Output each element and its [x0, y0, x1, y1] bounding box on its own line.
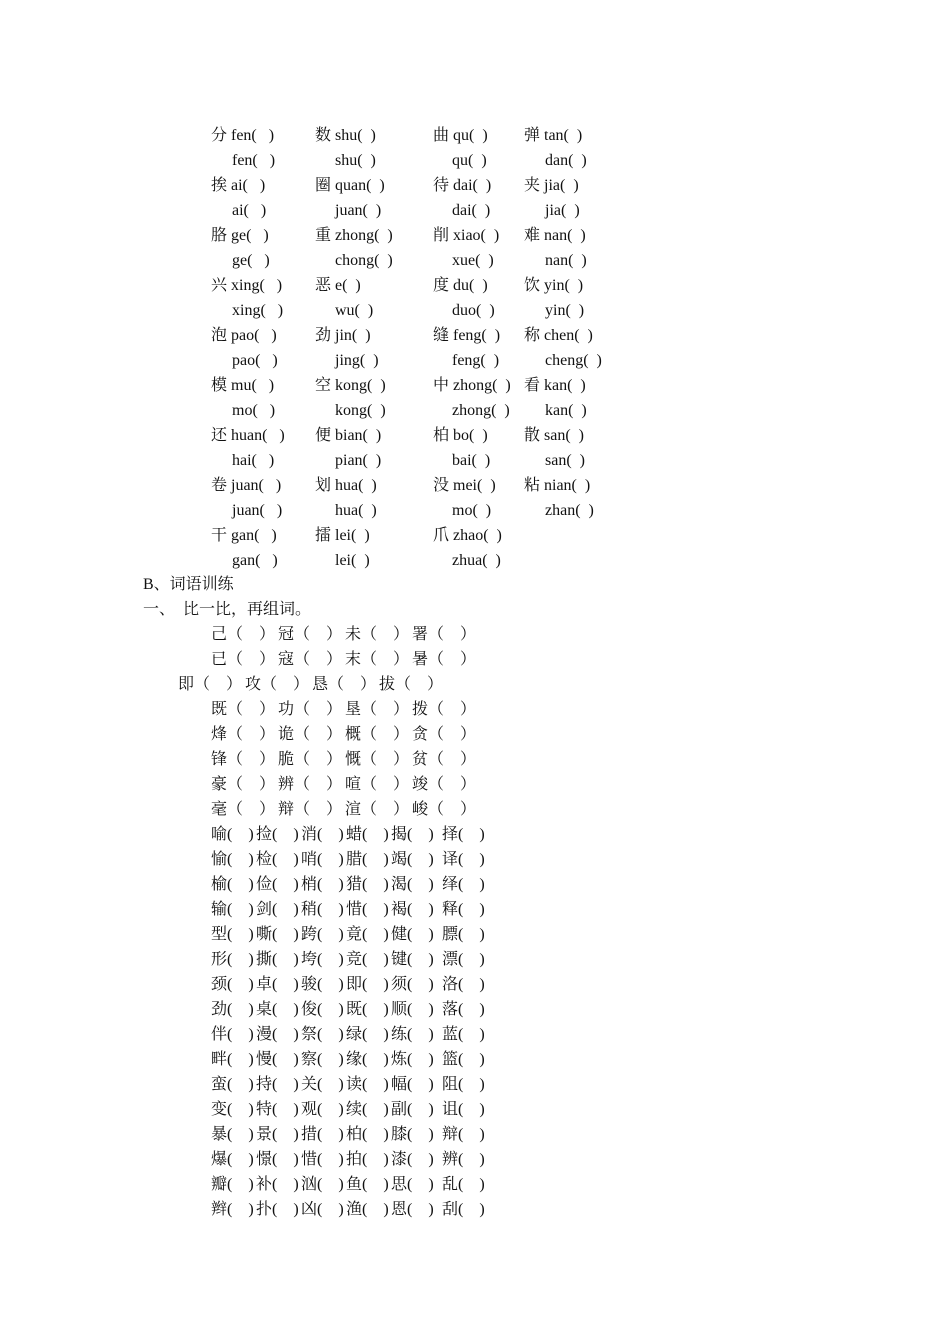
compare-item: 劲( ) — [211, 1001, 254, 1018]
compare-item: 阻( ) — [442, 1076, 485, 1093]
compare-item: 竟( ) — [346, 926, 389, 943]
compare-item: 漫( ) — [256, 1026, 299, 1043]
compare-item: 补( ) — [256, 1176, 299, 1193]
section-b-heading: B、词语训练 — [143, 576, 234, 593]
compare-item: 幅( ) — [391, 1076, 434, 1093]
pinyin-item: 弹 tan( ) — [524, 127, 583, 144]
compare-item: 榆( ) — [211, 876, 254, 893]
pinyin-alt-row — [0, 198, 950, 223]
compare-item: 剑( ) — [256, 901, 299, 918]
pinyin-item: 难 nan( ) — [524, 227, 586, 244]
pinyin-alt-row — [0, 298, 950, 323]
pinyin-alt-row — [0, 498, 950, 523]
pinyin-item: 空 kong( ) — [315, 377, 386, 394]
compare-item: 拔（ ） — [379, 676, 444, 693]
pinyin-item: 挨 ai( ) — [211, 177, 266, 194]
pinyin-item: 兴 xing( ) — [211, 277, 283, 294]
compare-item: 瓣( ) — [211, 1176, 254, 1193]
pinyin-alt-item: dan( ) — [545, 152, 587, 169]
compare-item: 锋（ ） — [211, 751, 276, 768]
compare-item: 稍( ) — [301, 901, 344, 918]
pinyin-alt-item: lei( ) — [335, 552, 370, 569]
compare-item: 竭( ) — [391, 851, 434, 868]
compare-item: 恩( ) — [391, 1201, 434, 1218]
compare-item: 猎( ) — [346, 876, 389, 893]
compare-item: 祭( ) — [301, 1026, 344, 1043]
compare-item: 篮( ) — [442, 1051, 485, 1068]
compare-item: 关( ) — [301, 1076, 344, 1093]
pinyin-item: 称 chen( ) — [524, 327, 593, 344]
compare-item: 垮( ) — [301, 951, 344, 968]
compare-item: 拨（ ） — [412, 701, 477, 718]
compare-row-compact — [0, 922, 950, 947]
pinyin-item: 曲 qu( ) — [433, 127, 488, 144]
compare-item: 烽（ ） — [211, 726, 276, 743]
compare-item: 喻( ) — [211, 826, 254, 843]
pinyin-item: 散 san( ) — [524, 427, 584, 444]
compare-item: 顺( ) — [391, 1001, 434, 1018]
compare-item: 汹( ) — [301, 1176, 344, 1193]
compare-item: 蛮( ) — [211, 1076, 254, 1093]
compare-item: 鱼( ) — [346, 1176, 389, 1193]
compare-item: 渲（ ） — [345, 801, 410, 818]
pinyin-item: 便 bian( ) — [315, 427, 382, 444]
compare-item: 绿( ) — [346, 1026, 389, 1043]
compare-item: 竞( ) — [346, 951, 389, 968]
pinyin-alt-item: jing( ) — [335, 352, 379, 369]
pinyin-alt-item: chong( ) — [335, 252, 393, 269]
compare-row-compact — [0, 947, 950, 972]
compare-item: 健( ) — [391, 926, 434, 943]
compare-row-compact — [0, 1022, 950, 1047]
compare-row-compact — [0, 872, 950, 897]
compare-row-compact — [0, 897, 950, 922]
compare-item: 释( ) — [442, 901, 485, 918]
pinyin-item: 模 mu( ) — [211, 377, 275, 394]
compare-item: 炼( ) — [391, 1051, 434, 1068]
pinyin-item: 待 dai( ) — [433, 177, 492, 194]
compare-item: 俭( ) — [256, 876, 299, 893]
pinyin-item: 度 du( ) — [433, 277, 488, 294]
pinyin-item: 数 shu( ) — [315, 127, 376, 144]
compare-row-compact — [0, 1147, 950, 1172]
compare-item: 桌( ) — [256, 1001, 299, 1018]
pinyin-alt-row — [0, 148, 950, 173]
compare-item: 峻（ ） — [412, 801, 477, 818]
pinyin-item: 削 xiao( ) — [433, 227, 500, 244]
compare-row-compact — [0, 822, 950, 847]
compare-item: 缘( ) — [346, 1051, 389, 1068]
compare-item: 嘶( ) — [256, 926, 299, 943]
compare-item: 蓝( ) — [442, 1026, 485, 1043]
compare-item: 恳（ ） — [312, 676, 377, 693]
compare-item: 练( ) — [391, 1026, 434, 1043]
compare-item: 洛( ) — [442, 976, 485, 993]
compare-item: 愉( ) — [211, 851, 254, 868]
compare-item: 辫( ) — [211, 1201, 254, 1218]
pinyin-alt-item: ai( ) — [232, 202, 267, 219]
compare-item: 已（ ） — [211, 651, 276, 668]
compare-item: 贪（ ） — [412, 726, 477, 743]
pinyin-alt-item: juan( ) — [232, 502, 283, 519]
compare-item: 颈( ) — [211, 976, 254, 993]
compare-item: 副( ) — [391, 1101, 434, 1118]
compare-item: 绎( ) — [442, 876, 485, 893]
compare-item: 措( ) — [301, 1126, 344, 1143]
compare-item: 寇（ ） — [278, 651, 343, 668]
compare-item: 功（ ） — [278, 701, 343, 718]
compare-row-compact — [0, 972, 950, 997]
compare-row — [0, 622, 950, 647]
pinyin-item: 干 gan( ) — [211, 527, 277, 544]
compare-item: 漆( ) — [391, 1151, 434, 1168]
pinyin-item: 卷 juan( ) — [211, 477, 282, 494]
pinyin-alt-item: xing( ) — [232, 302, 284, 319]
compare-item: 末（ ） — [345, 651, 410, 668]
compare-item: 贫（ ） — [412, 751, 477, 768]
pinyin-row — [0, 473, 950, 498]
pinyin-row — [0, 123, 950, 148]
pinyin-alt-item: mo( ) — [232, 402, 276, 419]
compare-item: 续( ) — [346, 1101, 389, 1118]
compare-item: 落( ) — [442, 1001, 485, 1018]
compare-item: 择( ) — [442, 826, 485, 843]
pinyin-alt-item: xue( ) — [452, 252, 494, 269]
compare-row — [0, 797, 950, 822]
compare-item: 膝( ) — [391, 1126, 434, 1143]
pinyin-alt-item: juan( ) — [335, 202, 382, 219]
compare-item: 憬( ) — [256, 1151, 299, 1168]
pinyin-item: 恶 e( ) — [315, 277, 361, 294]
compare-item: 持( ) — [256, 1076, 299, 1093]
compare-item: 诅( ) — [442, 1101, 485, 1118]
pinyin-alt-row — [0, 548, 950, 573]
pinyin-alt-item: mo( ) — [452, 502, 492, 519]
compare-item: 竣（ ） — [412, 776, 477, 793]
pinyin-row — [0, 523, 950, 548]
compare-item: 即（ ） — [178, 676, 243, 693]
compare-item: 署（ ） — [412, 626, 477, 643]
pinyin-item: 柏 bo( ) — [433, 427, 488, 444]
compare-row-compact — [0, 1072, 950, 1097]
compare-item: 惜( ) — [301, 1151, 344, 1168]
pinyin-alt-item: yin( ) — [545, 302, 585, 319]
compare-item: 脆（ ） — [278, 751, 343, 768]
compare-item: 俊( ) — [301, 1001, 344, 1018]
pinyin-item: 粘 nian( ) — [524, 477, 591, 494]
compare-item: 检( ) — [256, 851, 299, 868]
compare-item: 变( ) — [211, 1101, 254, 1118]
compare-item: 惜( ) — [346, 901, 389, 918]
pinyin-item: 饮 yin( ) — [524, 277, 584, 294]
compare-item: 乱( ) — [442, 1176, 485, 1193]
pinyin-alt-item: zhong( ) — [452, 402, 510, 419]
compare-item: 形( ) — [211, 951, 254, 968]
pinyin-alt-item: zhan( ) — [545, 502, 594, 519]
compare-item: 思( ) — [391, 1176, 434, 1193]
pinyin-item: 泡 pao( ) — [211, 327, 277, 344]
compare-item: 哨( ) — [301, 851, 344, 868]
compare-item: 辩（ ） — [278, 801, 343, 818]
compare-item: 漂( ) — [442, 951, 485, 968]
pinyin-item: 重 zhong( ) — [315, 227, 393, 244]
compare-item: 撕( ) — [256, 951, 299, 968]
compare-item: 梢( ) — [301, 876, 344, 893]
pinyin-item: 爪 zhao( ) — [433, 527, 502, 544]
compare-item: 特( ) — [256, 1101, 299, 1118]
compare-row-compact — [0, 997, 950, 1022]
pinyin-item: 没 mei( ) — [433, 477, 496, 494]
compare-row-compact — [0, 1172, 950, 1197]
pinyin-row — [0, 423, 950, 448]
compare-item: 辨( ) — [442, 1151, 485, 1168]
pinyin-alt-item: gan( ) — [232, 552, 278, 569]
compare-item: 己（ ） — [211, 626, 276, 643]
compare-item: 慨（ ） — [345, 751, 410, 768]
compare-item: 攻（ ） — [245, 676, 310, 693]
compare-row — [0, 722, 950, 747]
pinyin-alt-row — [0, 448, 950, 473]
compare-item: 伴( ) — [211, 1026, 254, 1043]
compare-item: 冠（ ） — [278, 626, 343, 643]
compare-item: 消( ) — [301, 826, 344, 843]
pinyin-item: 夹 jia( ) — [524, 177, 579, 194]
compare-item: 察( ) — [301, 1051, 344, 1068]
pinyin-item: 看 kan( ) — [524, 377, 586, 394]
pinyin-row — [0, 373, 950, 398]
compare-item: 既（ ） — [211, 701, 276, 718]
section-one-heading: 一、 比一比，再组词。 — [143, 601, 312, 618]
pinyin-item: 分 fen( ) — [211, 127, 275, 144]
compare-row-compact — [0, 1197, 950, 1222]
pinyin-row — [0, 273, 950, 298]
pinyin-item: 还 huan( ) — [211, 427, 285, 444]
compare-item: 即( ) — [346, 976, 389, 993]
compare-item: 译( ) — [442, 851, 485, 868]
compare-item: 未（ ） — [345, 626, 410, 643]
pinyin-item: 划 hua( ) — [315, 477, 377, 494]
compare-item: 暑（ ） — [412, 651, 477, 668]
compare-item: 须( ) — [391, 976, 434, 993]
compare-item: 卓( ) — [256, 976, 299, 993]
compare-item: 辩( ) — [442, 1126, 485, 1143]
pinyin-alt-row — [0, 248, 950, 273]
compare-item: 爆( ) — [211, 1151, 254, 1168]
pinyin-alt-item: dai( ) — [452, 202, 491, 219]
compare-item: 骏( ) — [301, 976, 344, 993]
compare-item: 凶( ) — [301, 1201, 344, 1218]
pinyin-alt-item: pao( ) — [232, 352, 278, 369]
pinyin-alt-item: bai( ) — [452, 452, 491, 469]
compare-item: 观( ) — [301, 1101, 344, 1118]
pinyin-alt-item: fen( ) — [232, 152, 276, 169]
compare-row-compact — [0, 1047, 950, 1072]
compare-row — [0, 672, 950, 697]
pinyin-alt-item: feng( ) — [452, 352, 500, 369]
compare-row — [0, 647, 950, 672]
pinyin-alt-item: ge( ) — [232, 252, 270, 269]
compare-row — [0, 747, 950, 772]
compare-item: 刮( ) — [442, 1201, 485, 1218]
compare-item: 输( ) — [211, 901, 254, 918]
pinyin-item: 劲 jin( ) — [315, 327, 371, 344]
compare-item: 景( ) — [256, 1126, 299, 1143]
pinyin-alt-item: kong( ) — [335, 402, 386, 419]
compare-item: 捡( ) — [256, 826, 299, 843]
pinyin-alt-item: san( ) — [545, 452, 585, 469]
compare-row-compact — [0, 1122, 950, 1147]
pinyin-alt-item: wu( ) — [335, 302, 374, 319]
compare-item: 扑( ) — [256, 1201, 299, 1218]
compare-row — [0, 697, 950, 722]
compare-item: 毫（ ） — [211, 801, 276, 818]
pinyin-alt-row — [0, 398, 950, 423]
pinyin-alt-item: cheng( ) — [545, 352, 602, 369]
compare-item: 褐( ) — [391, 901, 434, 918]
pinyin-item: 圈 quan( ) — [315, 177, 385, 194]
compare-item: 型( ) — [211, 926, 254, 943]
compare-item: 垦（ ） — [345, 701, 410, 718]
pinyin-alt-item: shu( ) — [335, 152, 376, 169]
pinyin-row — [0, 223, 950, 248]
compare-item: 渴( ) — [391, 876, 434, 893]
compare-item: 跨( ) — [301, 926, 344, 943]
pinyin-item: 擂 lei( ) — [315, 527, 370, 544]
pinyin-item: 中 zhong( ) — [433, 377, 511, 394]
pinyin-alt-item: jia( ) — [545, 202, 580, 219]
compare-item: 既( ) — [346, 1001, 389, 1018]
compare-item: 拍( ) — [346, 1151, 389, 1168]
pinyin-item: 胳 ge( ) — [211, 227, 269, 244]
compare-row-compact — [0, 847, 950, 872]
compare-item: 辨（ ） — [278, 776, 343, 793]
compare-item: 揭( ) — [391, 826, 434, 843]
pinyin-alt-item: duo( ) — [452, 302, 495, 319]
compare-item: 蜡( ) — [346, 826, 389, 843]
compare-item: 喧（ ） — [345, 776, 410, 793]
compare-item: 渔( ) — [346, 1201, 389, 1218]
pinyin-alt-item: pian( ) — [335, 452, 382, 469]
compare-row-compact — [0, 1097, 950, 1122]
compare-item: 概（ ） — [345, 726, 410, 743]
pinyin-item: 缝 feng( ) — [433, 327, 501, 344]
compare-item: 暴( ) — [211, 1126, 254, 1143]
compare-item: 慢( ) — [256, 1051, 299, 1068]
compare-item: 膘( ) — [442, 926, 485, 943]
pinyin-row — [0, 173, 950, 198]
compare-item: 诡（ ） — [278, 726, 343, 743]
pinyin-row — [0, 323, 950, 348]
pinyin-alt-row — [0, 348, 950, 373]
compare-item: 键( ) — [391, 951, 434, 968]
compare-item: 腊( ) — [346, 851, 389, 868]
pinyin-alt-item: kan( ) — [545, 402, 587, 419]
pinyin-alt-item: qu( ) — [452, 152, 487, 169]
compare-item: 豪（ ） — [211, 776, 276, 793]
compare-item: 柏( ) — [346, 1126, 389, 1143]
pinyin-alt-item: hai( ) — [232, 452, 275, 469]
compare-item: 读( ) — [346, 1076, 389, 1093]
compare-item: 畔( ) — [211, 1051, 254, 1068]
pinyin-alt-item: hua( ) — [335, 502, 377, 519]
compare-row — [0, 772, 950, 797]
pinyin-alt-item: zhua( ) — [452, 552, 501, 569]
pinyin-alt-item: nan( ) — [545, 252, 587, 269]
